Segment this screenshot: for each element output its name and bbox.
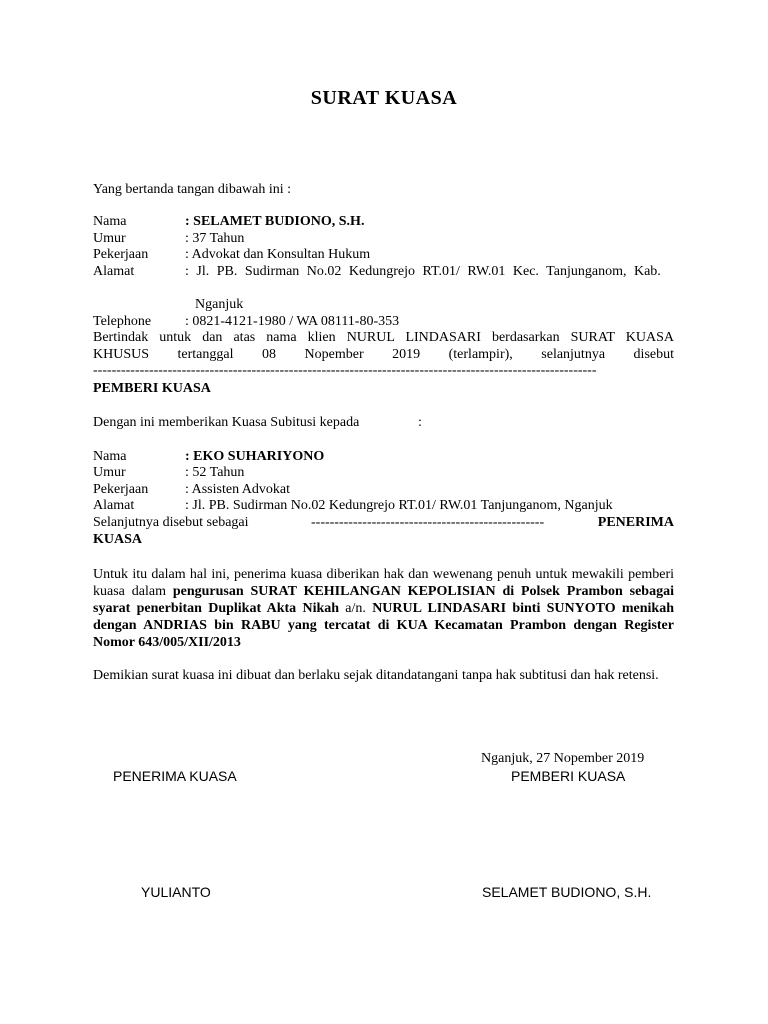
grantee-designation-line	[93, 515, 674, 532]
place-date: Nganjuk, 27 Nopember 2019	[481, 751, 645, 766]
designation-dashes: --------------------------------------------------	[311, 515, 545, 530]
field-label: Nama	[93, 449, 127, 464]
field-label: Alamat	[93, 264, 135, 279]
acting-line-2: KHUSUS tertanggal 08 Nopember 2019 (terlampir), selanjutnya disebut	[93, 347, 674, 362]
grantee-name-row	[93, 449, 674, 466]
grantee-age-row	[93, 465, 674, 482]
grantor-address-cont: Nganjuk	[195, 297, 244, 312]
substitution-colon: :	[418, 415, 422, 430]
grantee-job-row	[93, 482, 674, 499]
left-signatory-name: YULIANTO	[141, 884, 211, 900]
designation-role-part2: KUASA	[93, 532, 143, 547]
designation-role-part1: PENERIMA	[597, 515, 674, 530]
authority-text-c: a/n.	[339, 601, 373, 616]
authority-text-d: NURUL LINDASARI binti SUNYOTO menikah dengan ANDRIAS bin RABU yang tercatat di KUA Kecamatan Prambon dengan Register Nomor 643/005/XII/2013	[93, 601, 674, 650]
grantor-phone-row	[93, 314, 674, 331]
field-label: Umur	[93, 465, 126, 480]
dash-separator: ------------------------------------------------------------------------------------------------------------	[93, 363, 597, 378]
field-label: Pekerjaan	[93, 482, 149, 497]
authority-text-b: pengurusan SURAT KEHILANGAN KEPOLISIAN di Polsek Prambon sebagai syarat penerbitan Duplikat Akta Nikah	[93, 584, 674, 616]
grantor-name-value: : SELAMET BUDIONO, S.H.	[185, 214, 365, 229]
grantor-address-cont-row	[93, 297, 674, 314]
document-title: SURAT KUASA	[310, 87, 458, 109]
grantor-age-row	[93, 231, 674, 248]
authority-text-a: Untuk itu dalam hal ini, penerima kuasa diberikan hak dan wewenang penuh untuk mewakili pemberi kuasa dalam	[93, 567, 674, 599]
intro-text: Yang bertanda tangan dibawah ini :	[93, 182, 292, 197]
field-label: Telephone	[93, 314, 152, 329]
grantee-address-row	[93, 498, 674, 515]
closing-paragraph: Demikian surat kuasa ini dibuat dan berlaku sejak ditandatangani tanpa hak subtitusi dan hak retensi.	[93, 668, 659, 683]
grantor-name-row	[93, 214, 674, 231]
grantee-job-value: : Assisten Advokat	[185, 482, 291, 497]
acting-line-1: Bertindak untuk dan atas nama klien NURUL LINDASARI berdasarkan SURAT KUASA	[93, 330, 674, 345]
grantor-age-value: : 37 Tahun	[185, 231, 245, 246]
grantor-heading: PEMBERI KUASA	[93, 381, 211, 396]
grantee-age-value: : 52 Tahun	[185, 465, 245, 480]
left-signatory-title: PENERIMA KUASA	[113, 768, 237, 784]
right-signatory-name: SELAMET BUDIONO, S.H.	[482, 884, 652, 900]
field-label: Nama	[93, 214, 127, 229]
designation-text: Selanjutnya disebut sebagai	[93, 515, 249, 530]
grantor-job-row	[93, 247, 674, 264]
grantor-address-row	[93, 264, 674, 298]
field-label: Umur	[93, 231, 126, 246]
grantor-address-value: : Jl. PB. Sudirman No.02 Kedungrejo RT.01/ RW.01 Kec. Tanjunganom, Kab.	[185, 264, 661, 279]
substitution-intro: Dengan ini memberikan Kuasa Subitusi kepada	[93, 415, 360, 430]
field-label: Alamat	[93, 498, 135, 513]
authority-paragraph	[93, 566, 674, 651]
grantor-job-value: : Advokat dan Konsultan Hukum	[185, 247, 371, 262]
field-label: Pekerjaan	[93, 247, 149, 262]
grantee-address-value: : Jl. PB. Sudirman No.02 Kedungrejo RT.01/ RW.01 Tanjunganom, Nganjuk	[185, 498, 613, 513]
grantee-name-value: : EKO SUHARIYONO	[185, 449, 325, 464]
grantor-phone-value: : 0821-4121-1980 / WA 08111-80-353	[185, 314, 400, 329]
right-signatory-title: PEMBERI KUASA	[511, 768, 626, 784]
